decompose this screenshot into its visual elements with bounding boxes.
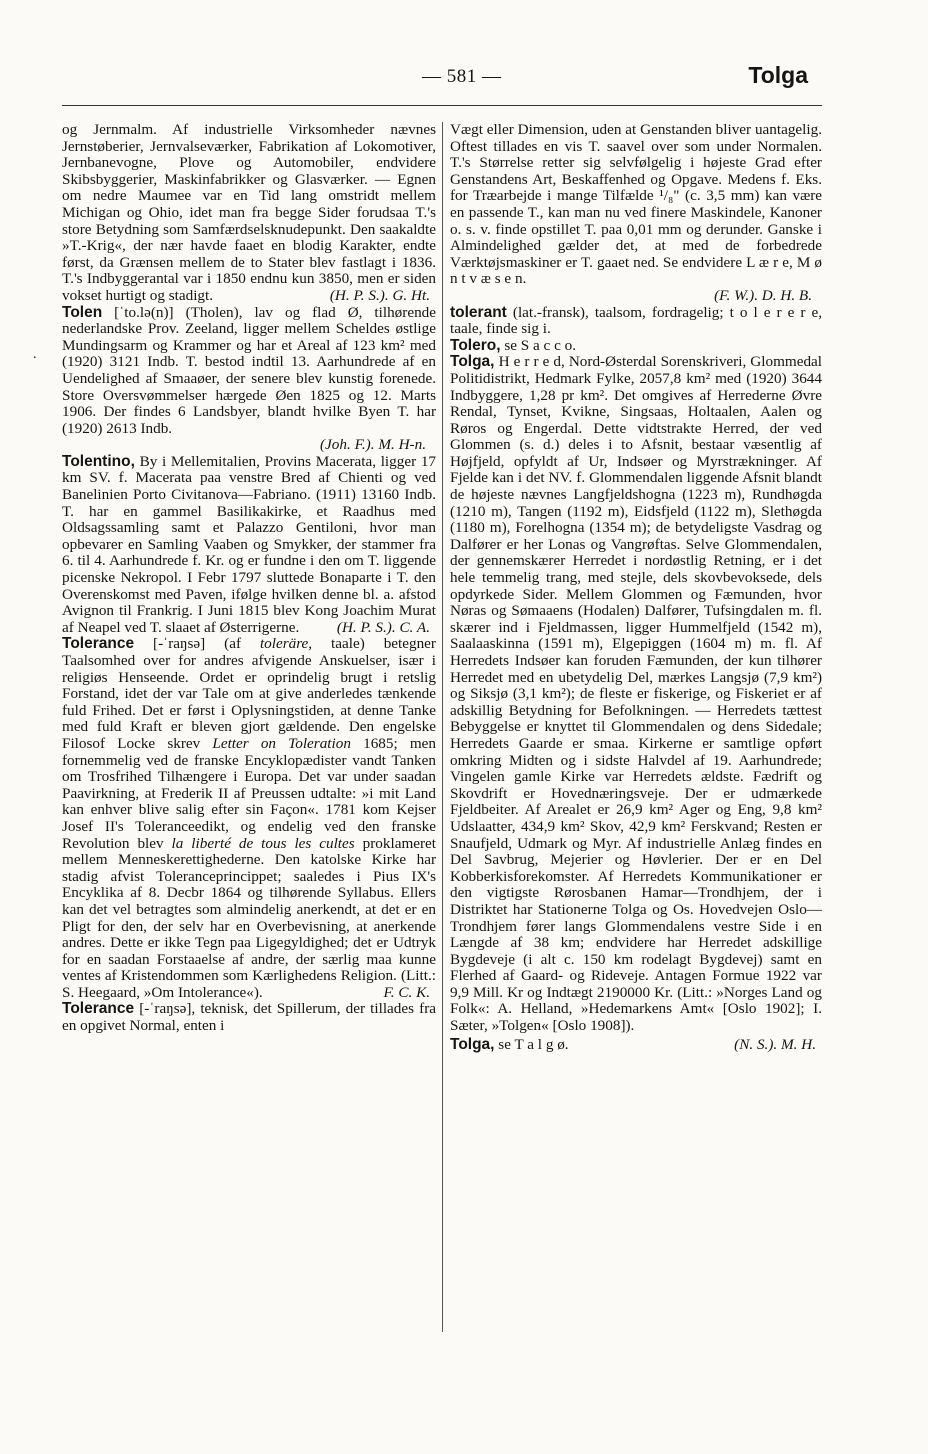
book-title: Letter on Toleration [212,734,351,752]
margin-mark: . [33,347,37,362]
entry-body: [-ˈraŋsə], teknisk, det Spillerum, der tillades fra en opgivet Normal, enten i [62,1000,437,1035]
running-head: Tolga [748,62,808,88]
page-number: — 581 — [422,66,502,87]
entry-tolerance-technical-continuation [450,122,822,305]
entry-body: taale) betegner Taalsomhed over for andres afvigende Anskuelser, især i religiøs Henseende. Ordet er oprindelig brugt i retslig Forstand, idet der var Tale om at give anderledes tænkende fuld Frihed. Det er først i Oplysningstiden, at denne Tanke med fuld Kraft er bleven gjort gældende. Den engelske Filosof Locke skrev [62,635,436,752]
entry-headword: tolerant [450,303,507,321]
entry-body: H e r r e d, Nord-Østerdal Sorenskriveri, Glommedal Politidistrikt, Hedmark Fylke, 2057,8 km² med (1920) 3644 Indbyggere, 1,28 pr km². Det omgives af Herrederne Øvre Rendal, Tynset, Kvikne, Singsaas, Holtaalen, Aalen og Røros og Engerdal. Dette vidtstrakte Herred, der ved Glommen (s. d.) deles i to Afsnit, bestaar væsentlig af Højfjeld, opfyldt af Ur, Indsøer og Myrstrækninger. Af Fjelde kan i det NV. f. Glommendalen liggende Afsnit blandt de højeste nævnes Langfjeldshogna (1223 m), Rundhøgda (1210 m), Tangen (1192 m), Eidsfjeld (1122 m), Slethøgda (1180 m), Forelhogna (1354 m); de betydeligste Vasdrag og Dalfører er her Lonas og Vangrøftas. Selve Glommendalen, der gennemskærer Herredet i nordøstlig Retning, er i det hele temmelig trang, med stejle, dels skovbevoksede, dels opdyrkede Sider. Mellem Glommen og Fæmunden, hvor Nøras og Sømaaens (Hodalen) Dalfører, Tufsingdalen m. fl. skærer ind i Fjeldmassen, ligger Hummelfjeld (1542 m), Saalaaskinna (1591 m), Elgepiggen (1604 m) m. fl. Af Herredets Indsøer kan foruden Fæmunden, der kun tilhører Herredet med en ubetydelig Del, mærkes Langsjø (7,9 km²) og Siksjø (3,1 km²); de fleste er fiskerige, og Fiskeriet er af adskillig Betydning for Befolkningen. — Herredets tættest Bebyggelse er knyttet til Glommendalen og dens Sidedale; Herredets Gaarde er smaa. Kirkerne er samtlige opført omkring Midten og i sidste Halvdel af 19. Aarhundrede; Vingelen gamle Kirke var Herredets ældste. Fædrift og Skovdrift er Hovednæringsveje. Der er udmærkede Fjeldbeiter. Af Arealet er 26,9 km² Ager og Eng, 9,8 km² Udslaatter, 434,9 km² Skov, 42,9 km² Ferskvand; Resten er Snaufjeld, Udmark og Myr. Af industrielle Anlæg findes en Del Savbrug, Mejerier og Høvlerier. Der er en Del Kobberkisforekomster. Af Herredets Kommunikationer er den vigtigste Rørosbanen Hamar—Trondhjem, der i Distriktet har Stationerne Tolga og Os. Hovedvejen Oslo—Trondhjem fører langs Glommendalens vestre Side i en Længde af 38 km; endvidere har Herredet adskillige Bygdeveje (i alt c. 150 km rodelagt Bygdevej) samt en Flerhed af Gaard- og Rideveje. Antagen Formue 1922 var 9,9 Mill. Kr og Indtægt 2190000 Kr. (Litt.: »Norges Land og Folk«: A. Helland, »Hedemarkens Amt« [Oslo 1902]; I. Sæter, »Tolgen« [Oslo 1908]). [450,353,822,1035]
entry-tolerant [450,305,822,338]
column-divider [442,122,443,1332]
entry-headword: Tolentino, [62,452,135,470]
entry-etymology: toleräre, [259,635,313,653]
entry-headword: Tolen [62,303,103,321]
entry-tolentino [62,454,436,637]
entry-body: [ˈto.lə(n)] (Tholen), lav og flad Ø, tilhørende nederlandske Prov. Zeeland, ligger mellem Scheldes østlige Mundingsarm og Krammer og har et Areal af 123 km² med (1920) 3121 Indb. T. bestod indtil 13. Aarhundrede af en Uendelighed af Smaaøer, der senere blev kunstig forenede. Store Oversvømmelser hærgede Øen 1825 og 12. Marts 1906. Der findes 6 Landsbyer, blandt hvilke Byen T. har (1920) 2613 Indb. [62,303,437,437]
entry-headword: Tolerance [62,635,135,653]
entry-headword: Tolero, [450,336,501,354]
entry-pronunciation: [-ˈraŋsə] (af [153,635,241,653]
header-rule [62,105,822,106]
entry-toledo-continuation [62,122,436,305]
right-column [450,122,822,1053]
entry-body: proklameret mellem Menneskerettighederne. Den katolske Kirke har stadig afvist Toleranceprincippet; saaledes i Pius IX's Encyklika af 8. Decbr 1864 og tilhørende Syllabus. Ellers kan det vel betragtes som almindelig anerkendt, at det er en Pligt for den, der selv har en Overbevisning, at anerkende andres. Dette er ikke Tegn paa Ligegyldighed; det er Udtryk for en saadan Forstaaelse af andre, der særlig maa kunne ventes af Kristendommen som Kærlighedens Religion. (Litt.: S. Heegaard, »Om Intolerance«). [62,834,437,1001]
entry-signature: (H. P. S.). C. A. [336,618,430,636]
entry-signature: (F. W.). D. H. B. [714,286,812,304]
entry-tolero [450,338,822,355]
entry-tolga-reference [450,1037,822,1054]
entry-headword: Tolerance [62,1000,135,1018]
entry-tolerance-religious [62,636,436,1001]
entry-tolen [62,305,436,454]
motto-quote: la liberté de tous les cultes [171,834,355,852]
entry-body: se T a l g ø. [498,1035,569,1053]
entry-signature: (Joh. F.). M. H-n. [319,436,426,454]
entry-signature: (H. P. S.). G. Ht. [329,286,430,304]
entry-headword: Tolga, [450,1035,495,1053]
entry-body: 1685; men fornemmelig ved de franske Encyklopædister vandt Tanken om Trosfrihed Tilhængere i Europa. Det var under saadan Paavirkning, at Frederik II af Preussen udtalte: »i mit Land kan enhver blive salig efter sin Façon«. 1781 kom Kejser Josef II's Toleranceedikt, og endelig ved den franske Revolution blev [62,734,437,852]
entry-headword: Tolga, [450,353,495,371]
entry-tolga [450,354,822,1034]
page-header [62,62,820,102]
entry-body: og Jernmalm. Af industrielle Virksomheder nævnes Jernstøberier, Jernvalseværker, Fabrikation af Lokomotiver, Jernbanevogne, Plove og Automobiler, endvidere Skibsbyggerier, Maskinfabrikker og Glasværker. — Egnen om nedre Maumee var en Tid lang omstridt mellem Michigan og Ohio, idet man fra begge Sider forudsaa T.'s store Betydning som Samfærdselsknudepunkt. Den saakaldte »T.-Krig«, der nær havde faaet en blodig Karakter, endte først, da Grænsen mellem de to Stater blev fastlagt i 1836. T.'s Indbyggerantal var i 1850 endnu kun 3850, men er siden vokset hurtigt og stadigt. [62,121,436,304]
entry-signature: (N. S.). M. H. [734,1035,816,1053]
entry-body: (lat.-fransk), taalsom, fordragelig; t o l e r e r e, taale, finde sig i. [450,303,823,338]
entry-tolerance-technical [62,1001,436,1034]
entry-body: se S a c c o. [504,336,577,354]
entry-signature: F. C. K. [383,983,430,1001]
entry-body: Vægt eller Dimension, uden at Genstanden bliver uantagelig. Oftest tillades en vis T. saavel over som under Normalen. T.'s Størrelse retter sig selvfølgelig i højeste Grad efter Genstandens Art, Beskaffenhed og Opgave. Medens f. Eks. for Træarbejde i mange Tilfælde ¹/₈" (c. 3,5 mm) kan være en passende T., kan man nu ved finere Maskindele, Kanoner o. s. v. finde opstillet T. paa 0,01 mm og derunder. Ganske i Almindelighed gælder det, at med de forbedrede Værktøjsmaskiner er T. gaaet ned. Se endvidere L æ r e, M ø n t v æ s e n. [450,121,822,288]
entry-body: By i Mellemitalien, Provins Macerata, ligger 17 km SV. f. Macerata paa venstre Bred af Chienti og ved Banelinien Porto Civitanova—Fabriano. (1911) 13160 Indb. T. har en gammel Basilikakirke, et Raadhus med Oldsagssamling samt et Palazzo Gentiloni, hvor man opbevarer en Samling Vaaben og Smykker, der stammer fra 6. til 4. Aarhundrede f. Kr. og er fundne i den om T. liggende picenske Nekropol. I Febr 1797 sluttede Bonaparte i T. den Overenskomst med Paven, ifølge hvilken denne bl. a. afstod Avignon til Frankrig. I Juni 1815 blev Kong Joachim Murat af Neapel ved T. slaaet af Østerrigerne. [62,452,437,636]
left-column [62,122,436,1035]
